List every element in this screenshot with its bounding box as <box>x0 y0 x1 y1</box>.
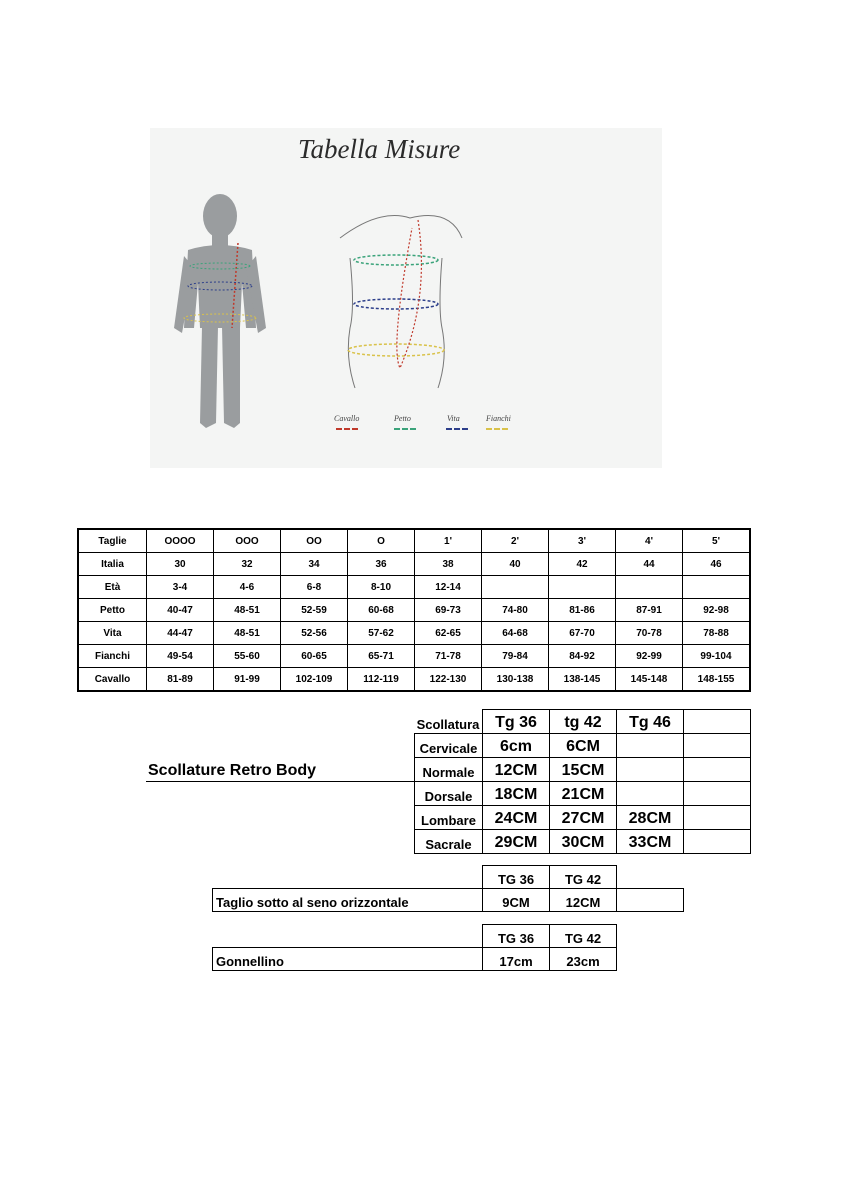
tg46-header: Tg 46 <box>616 709 684 734</box>
size-row-label: Fianchi <box>78 645 147 668</box>
scollatura-value: 30CM <box>549 829 617 854</box>
scollatura-row-label: Sacrale <box>414 829 483 854</box>
size-cell: 81-89 <box>147 668 214 692</box>
scollatura-value <box>683 733 751 758</box>
scollatura-value: 18CM <box>482 781 550 806</box>
size-row <box>78 668 750 692</box>
size-cell: 69-73 <box>415 599 482 622</box>
scollatura-value <box>616 733 684 758</box>
size-cell: 30 <box>147 553 214 576</box>
size-row <box>78 529 750 553</box>
size-cell: 3' <box>549 529 616 553</box>
scollatura-value: 28CM <box>616 805 684 830</box>
size-cell: 38 <box>415 553 482 576</box>
size-cell: 91-99 <box>214 668 281 692</box>
size-cell: 1' <box>415 529 482 553</box>
size-row <box>78 576 750 599</box>
size-cell: 99-104 <box>683 645 751 668</box>
size-cell <box>549 576 616 599</box>
legend-petto: Petto <box>394 414 411 423</box>
size-row-label: Taglie <box>78 529 147 553</box>
size-cell: 2' <box>482 529 549 553</box>
scollatura-row-label: Lombare <box>414 805 483 830</box>
size-cell: 78-88 <box>683 622 751 645</box>
measurement-illustration <box>150 128 662 468</box>
size-cell: 62-65 <box>415 622 482 645</box>
illustration-title: Tabella Misure <box>298 134 461 164</box>
size-cell: 138-145 <box>549 668 616 692</box>
size-cell: 5' <box>683 529 751 553</box>
taglio-label: Taglio sotto al seno orizzontale <box>212 888 483 912</box>
size-row <box>78 622 750 645</box>
size-cell: 40-47 <box>147 599 214 622</box>
gonnellino-value-36: 17cm <box>482 947 550 971</box>
size-cell: 6-8 <box>281 576 348 599</box>
size-cell: 36 <box>348 553 415 576</box>
size-table <box>77 528 751 692</box>
child-figure-front <box>174 194 266 428</box>
size-cell: 87-91 <box>616 599 683 622</box>
scollatura-value <box>683 805 751 830</box>
size-cell: 148-155 <box>683 668 751 692</box>
size-cell: 67-70 <box>549 622 616 645</box>
size-cell: 48-51 <box>214 599 281 622</box>
gonnellino-label: Gonnellino <box>212 947 483 971</box>
size-cell: O <box>348 529 415 553</box>
size-cell: 64-68 <box>482 622 549 645</box>
size-cell: 46 <box>683 553 751 576</box>
size-cell: 60-68 <box>348 599 415 622</box>
size-cell: 48-51 <box>214 622 281 645</box>
taglio-value-36: 9CM <box>482 888 550 912</box>
size-cell: 4' <box>616 529 683 553</box>
scollatura-value: 6cm <box>482 733 550 758</box>
size-row <box>78 553 750 576</box>
taglio-value-empty <box>616 888 684 912</box>
tg36-header: Tg 36 <box>482 709 550 734</box>
taglio-tg42-header: TG 42 <box>549 865 617 889</box>
scollatura-value: 21CM <box>549 781 617 806</box>
scollatura-row-label: Dorsale <box>414 781 483 806</box>
legend-cavallo: Cavallo <box>334 414 360 423</box>
gonnellino-tg42-header: TG 42 <box>549 924 617 948</box>
size-cell: 52-59 <box>281 599 348 622</box>
scollatura-value <box>616 781 684 806</box>
size-row <box>78 599 750 622</box>
scollatura-value: 15CM <box>549 757 617 782</box>
size-cell: 4-6 <box>214 576 281 599</box>
scollatura-value <box>683 757 751 782</box>
scollature-title: Scollature Retro Body <box>146 758 414 782</box>
taglio-tg36-header: TG 36 <box>482 865 550 889</box>
legend-vita-line <box>446 428 468 430</box>
size-row-label: Vita <box>78 622 147 645</box>
size-cell: 60-65 <box>281 645 348 668</box>
size-cell: 42 <box>549 553 616 576</box>
size-cell: 84-92 <box>549 645 616 668</box>
size-cell: OOOO <box>147 529 214 553</box>
scollatura-row-label: Cervicale <box>414 733 483 758</box>
taglio-value-42: 12CM <box>549 888 617 912</box>
size-cell: 74-80 <box>482 599 549 622</box>
scollatura-value: 12CM <box>482 757 550 782</box>
size-cell: 3-4 <box>147 576 214 599</box>
size-cell: 81-86 <box>549 599 616 622</box>
size-cell: 145-148 <box>616 668 683 692</box>
scollatura-value: 33CM <box>616 829 684 854</box>
legend-petto-line <box>394 428 416 430</box>
size-cell: 92-99 <box>616 645 683 668</box>
size-row-label: Petto <box>78 599 147 622</box>
size-cell <box>482 576 549 599</box>
size-cell: 44 <box>616 553 683 576</box>
size-cell: 102-109 <box>281 668 348 692</box>
size-cell: OOO <box>214 529 281 553</box>
size-cell: 34 <box>281 553 348 576</box>
scollatura-header: Scollatura <box>414 709 483 734</box>
size-row-label: Italia <box>78 553 147 576</box>
scollatura-value: 29CM <box>482 829 550 854</box>
scollatura-row-label: Normale <box>414 757 483 782</box>
scollatura-value <box>683 829 751 854</box>
scollatura-value: 24CM <box>482 805 550 830</box>
scollatura-empty-header <box>683 709 751 734</box>
size-row <box>78 645 750 668</box>
size-cell: 55-60 <box>214 645 281 668</box>
size-cell <box>683 576 751 599</box>
legend-cavallo-line <box>336 428 358 430</box>
legend-fianchi-line <box>486 428 508 430</box>
size-cell: 79-84 <box>482 645 549 668</box>
size-cell: 112-119 <box>348 668 415 692</box>
gonnellino-tg36-header: TG 36 <box>482 924 550 948</box>
legend-vita: Vita <box>447 414 460 423</box>
size-cell: 44-47 <box>147 622 214 645</box>
size-cell: 70-78 <box>616 622 683 645</box>
tg42-header: tg 42 <box>549 709 617 734</box>
scollatura-value <box>683 781 751 806</box>
legend-fianchi: Fianchi <box>486 414 511 423</box>
size-cell: 40 <box>482 553 549 576</box>
size-cell: 12-14 <box>415 576 482 599</box>
size-cell: 130-138 <box>482 668 549 692</box>
size-cell <box>616 576 683 599</box>
size-cell: 8-10 <box>348 576 415 599</box>
size-row-label: Età <box>78 576 147 599</box>
size-cell: 57-62 <box>348 622 415 645</box>
gonnellino-value-42: 23cm <box>549 947 617 971</box>
scollatura-value: 27CM <box>549 805 617 830</box>
scollatura-value <box>616 757 684 782</box>
size-cell: 122-130 <box>415 668 482 692</box>
size-cell: OO <box>281 529 348 553</box>
size-cell: 52-56 <box>281 622 348 645</box>
size-cell: 71-78 <box>415 645 482 668</box>
size-cell: 65-71 <box>348 645 415 668</box>
size-row-label: Cavallo <box>78 668 147 692</box>
size-cell: 92-98 <box>683 599 751 622</box>
size-cell: 32 <box>214 553 281 576</box>
size-cell: 49-54 <box>147 645 214 668</box>
scollatura-value: 6CM <box>549 733 617 758</box>
